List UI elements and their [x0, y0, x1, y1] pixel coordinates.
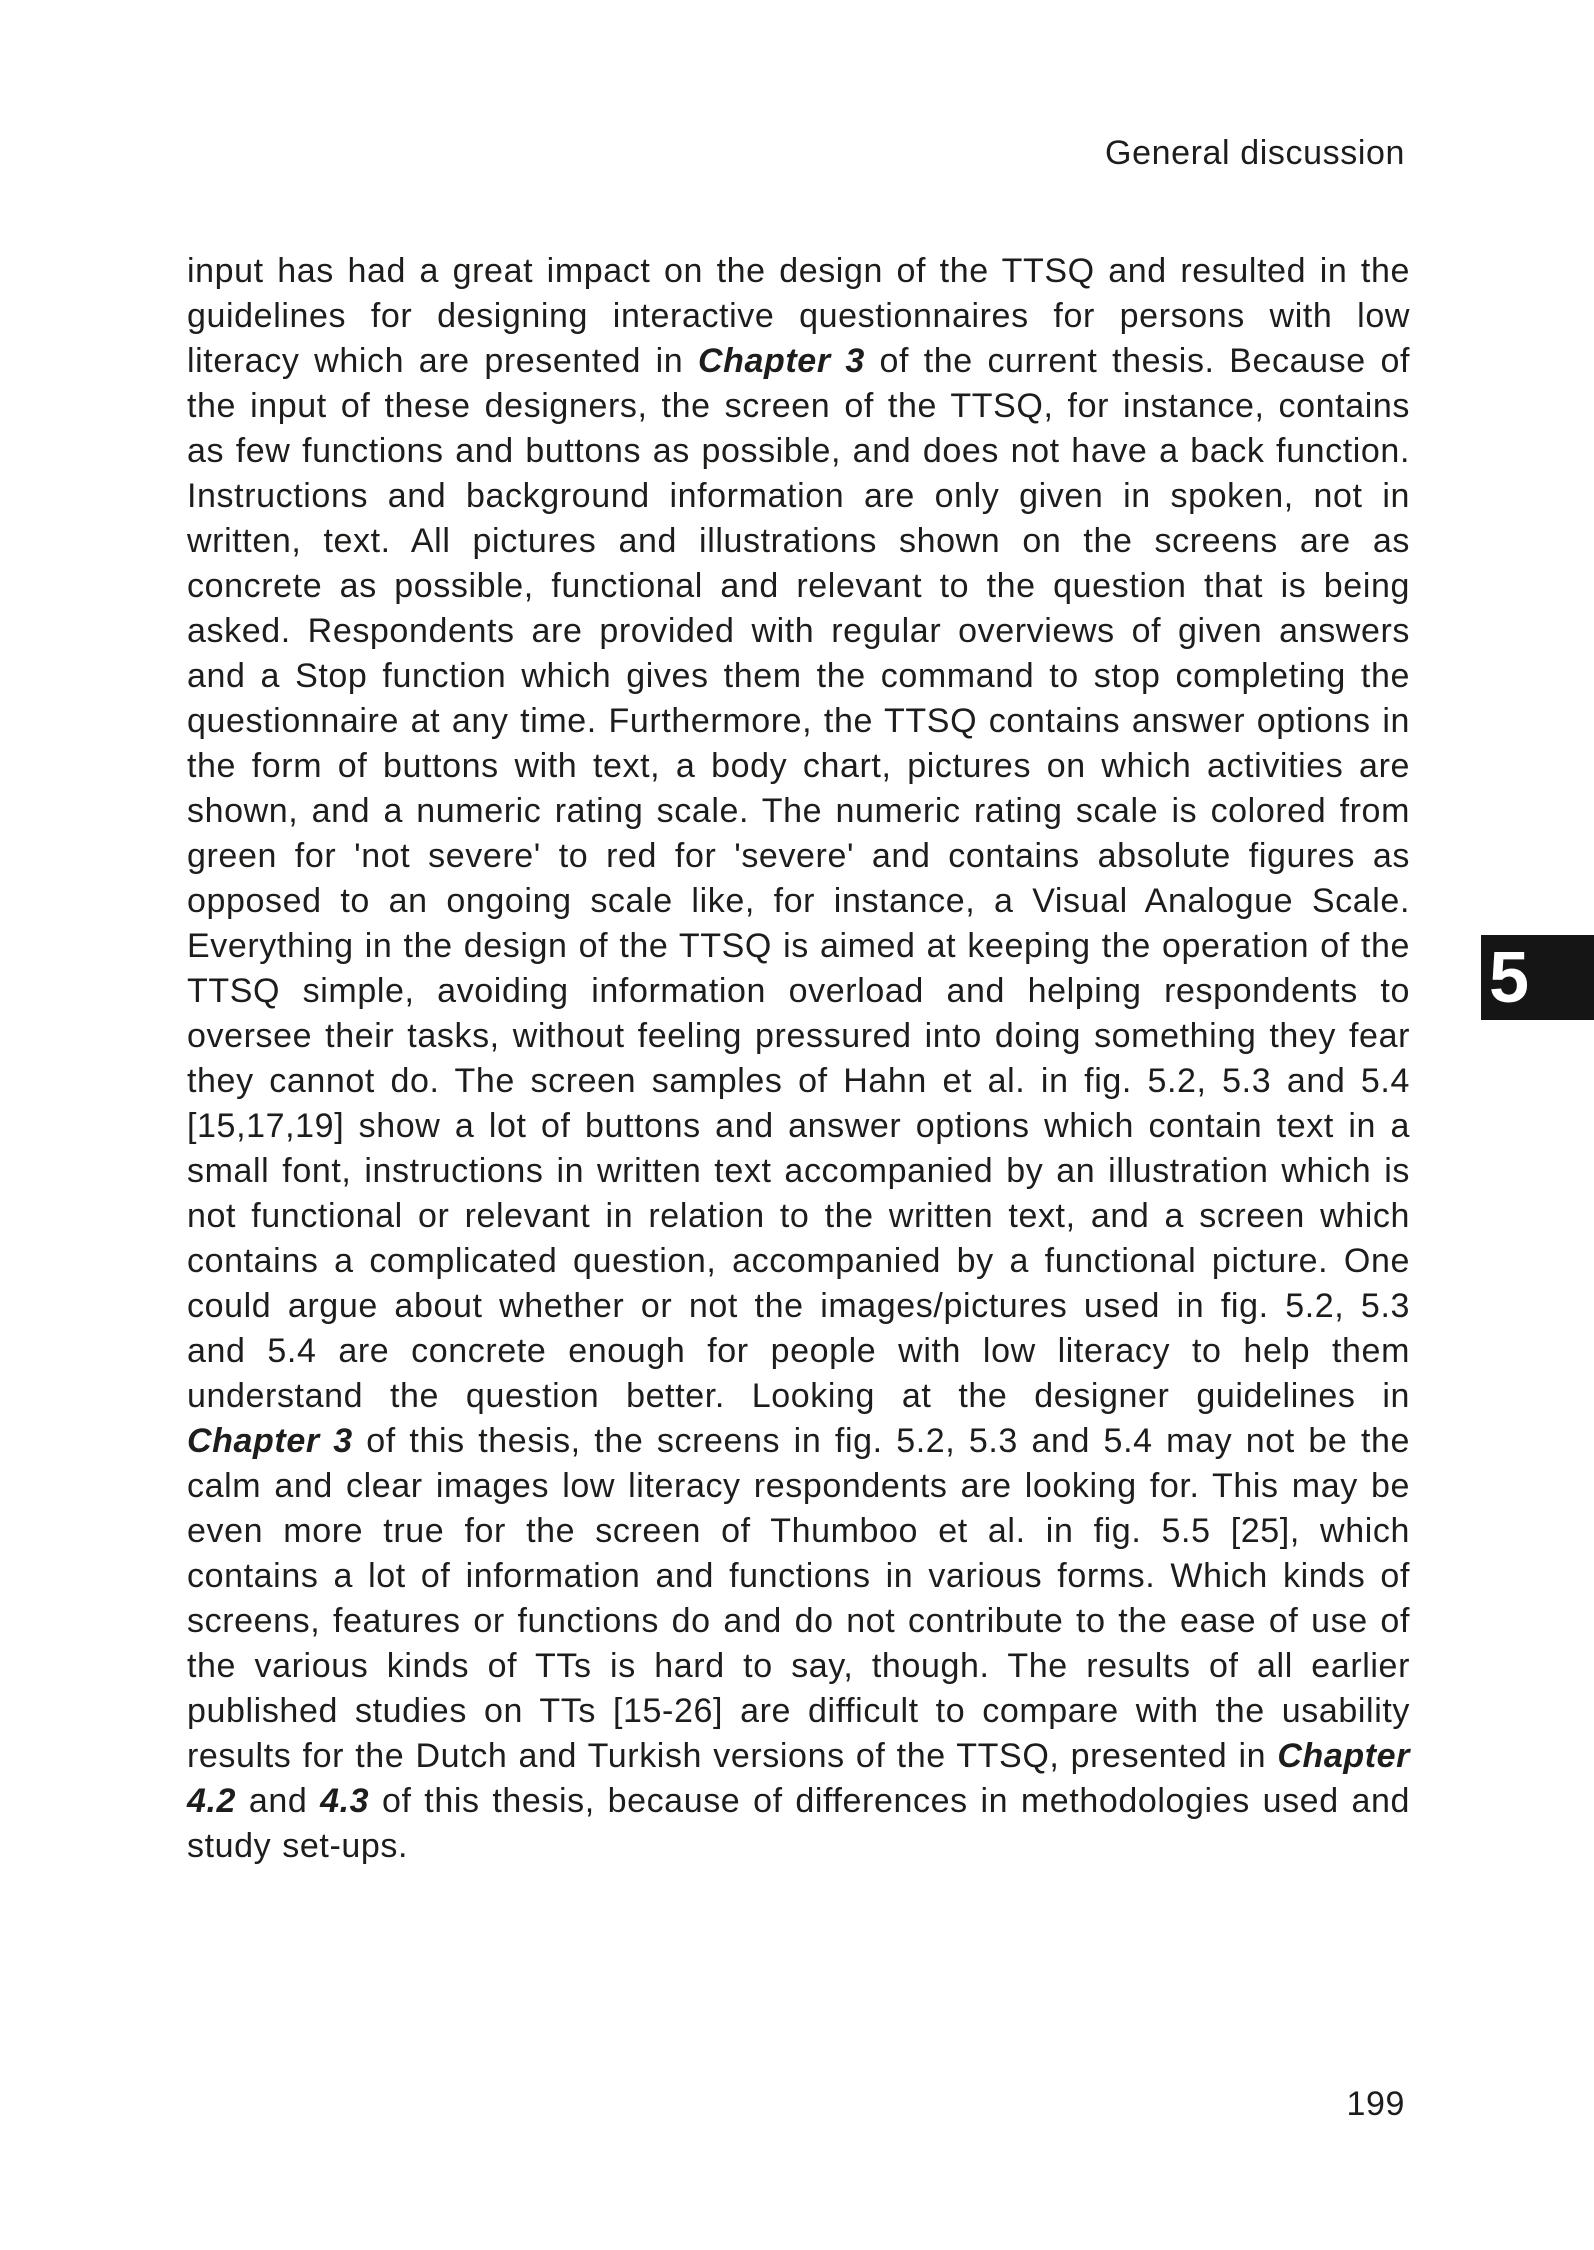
body-text-run: of this thesis, the screens in fig. 5.2, 5.3 and 5.4 may not be the calm and clear images low literacy respondents are looking for. This may be even more true for the screen of Thumboo et al. in fig. 5.5 [25], which contains a lot of information and functions in various forms. Which kinds of screens, features or functions do and do not contribute to the ease of use of the various kinds of TTs is hard to say, though. The results of all earlier published studies on TTs [15-26] are difficult to compare with the usability results for the Dutch and Turkish versions of the TTSQ, presented in — [187, 1422, 1411, 1775]
page-number: 199 — [1346, 2085, 1405, 2123]
chapter-reference: Chapter 3 — [187, 1422, 353, 1460]
body-text-run: of the current thesis. Because of the input of these designers, the screen of the TTSQ, for instance, contains as few functions and buttons as possible, and does not have a back function. Instructions and background information are only given in spoken, not in written, text. All pictures and illustrations shown on the screens are as concrete as possible, functional and relevant to the question that is being asked. Respondents are provided with regular overviews of given answers and a Stop function which gives them the command to stop completing the questionnaire at any time. Furthermore, the TTSQ contains answer options in the form of buttons with text, a body chart, pictures on which activities are shown, and a numeric rating scale. The numeric rating scale is colored from green for 'not severe' to red for 'severe' and contains absolute figures as opposed to an ongoing scale like, for instance, a Visual Analogue Scale. Everything in the design of the TTSQ is aimed at keeping the operation of the TTSQ simple, avoiding information overload and helping respondents to oversee their tasks, without feeling pressured into doing something they fear they cannot do. The screen samples of Hahn et al. in fig. 5.2, 5.3 and 5.4 [15,17,19] show a lot of buttons and answer options which contain text in a small font, instructions in written text accompanied by an illustration which is not functional or relevant in relation to the written text, and a screen which contains a complicated question, accompanied by a functional picture. One could argue about whether or not the images/pictures used in fig. 5.2, 5.3 and 5.4 are concrete enough for people with low literacy to help them understand the question better. Looking at the designer guidelines in — [187, 342, 1410, 1415]
body-text-run: and — [236, 1782, 321, 1820]
body-paragraph — [187, 249, 1410, 1869]
chapter-number: 5 — [1489, 937, 1530, 1018]
body-text-run: input has had a great impact on the design of the TTSQ and resulted in the guidelines for designing interactive questionnaires for persons with low literacy which are presented in — [187, 252, 1410, 380]
running-header: General discussion — [1105, 134, 1405, 172]
body-text-run: of this thesis, because of differences in methodologies used and study set-ups. — [187, 1782, 1410, 1865]
chapter-tab — [1481, 935, 1594, 1020]
chapter-reference: Chapter 3 — [697, 342, 865, 380]
chapter-reference: Chapter 4.2 — [187, 1737, 1410, 1820]
chapter-reference: 4.3 — [320, 1782, 370, 1820]
